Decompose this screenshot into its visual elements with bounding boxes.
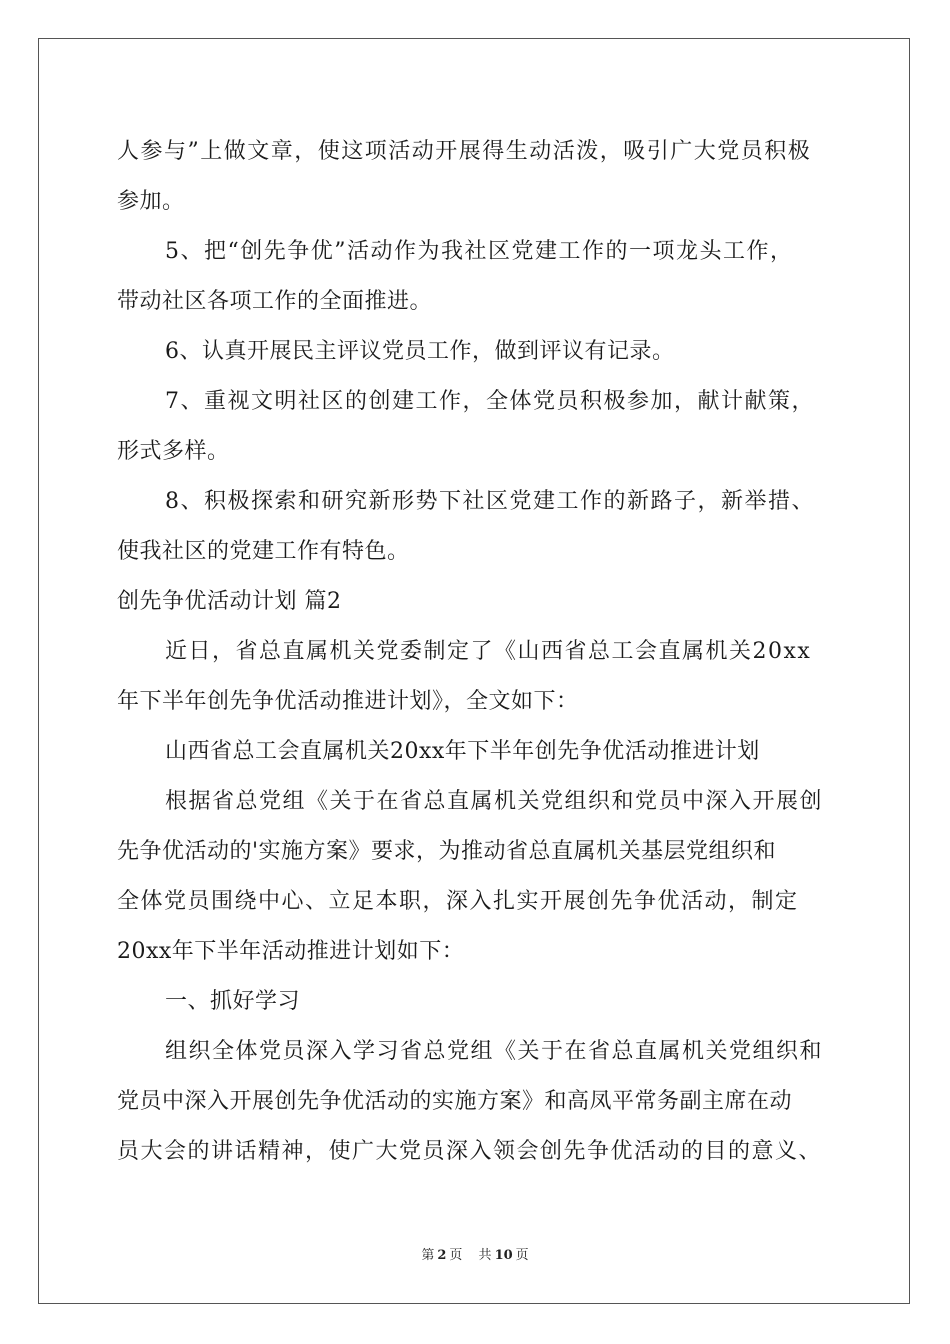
- page-total: 共 10 页: [478, 1248, 529, 1263]
- paragraph-line: 5、把“创先争优”活动作为我社区党建工作的一项龙头工作，: [165, 239, 794, 264]
- paragraph-line: 参加。: [117, 189, 185, 214]
- paragraph-line: 7、重视文明社区的创建工作，全体党员积极参加，献计献策，: [165, 389, 815, 414]
- paragraph-line: 组织全体党员深入学习省总党组《关于在省总直属机关党组织和: [165, 1039, 824, 1064]
- paragraph-line: 使我社区的党建工作有特色。: [117, 539, 410, 564]
- paragraph-line: 6、认真开展民主评议党员工作，做到评议有记录。: [165, 339, 675, 364]
- paragraph-line: 员大会的讲话精神，使广大党员深入领会创先争优活动的目的意义、: [117, 1139, 823, 1164]
- subsection-heading: 一、抓好学习: [165, 989, 301, 1014]
- document-body: [117, 127, 837, 1177]
- paragraph-line: 党员中深入开展创先争优活动的实施方案》和高凤平常务副主席在动: [117, 1089, 793, 1114]
- paragraph-line: 带动社区各项工作的全面推进。: [117, 289, 433, 314]
- paragraph-line: 20xx年下半年活动推进计划如下：: [117, 939, 465, 964]
- section-heading: 创先争优活动计划 篇2: [117, 589, 342, 614]
- paragraph-line: 年下半年创先争优活动推进计划》，全文如下：: [117, 689, 579, 714]
- paragraph-line: 8、积极探索和研究新形势下社区党建工作的新路子，新举措、: [165, 489, 815, 514]
- page-footer: [0, 1244, 950, 1263]
- paragraph-line: 人参与”上做文章，使这项活动开展得生动活泼，吸引广大党员积极: [117, 139, 812, 164]
- page-number: 第 2 页: [421, 1248, 463, 1263]
- paragraph-line: 近日，省总直属机关党委制定了《山西省总工会直属机关20xx: [165, 639, 812, 664]
- paragraph-line: 根据省总党组《关于在省总直属机关党组织和党员中深入开展创: [165, 789, 824, 814]
- plan-title: 山西省总工会直属机关20xx年下半年创先争优活动推进计划: [165, 739, 760, 764]
- paragraph-line: 形式多样。: [117, 439, 230, 464]
- paragraph-line: 全体党员围绕中心、立足本职，深入扎实开展创先争优活动，制定: [117, 889, 799, 914]
- paragraph-line: 先争优活动的'实施方案》要求，为推动省总直属机关基层党组织和: [117, 839, 777, 864]
